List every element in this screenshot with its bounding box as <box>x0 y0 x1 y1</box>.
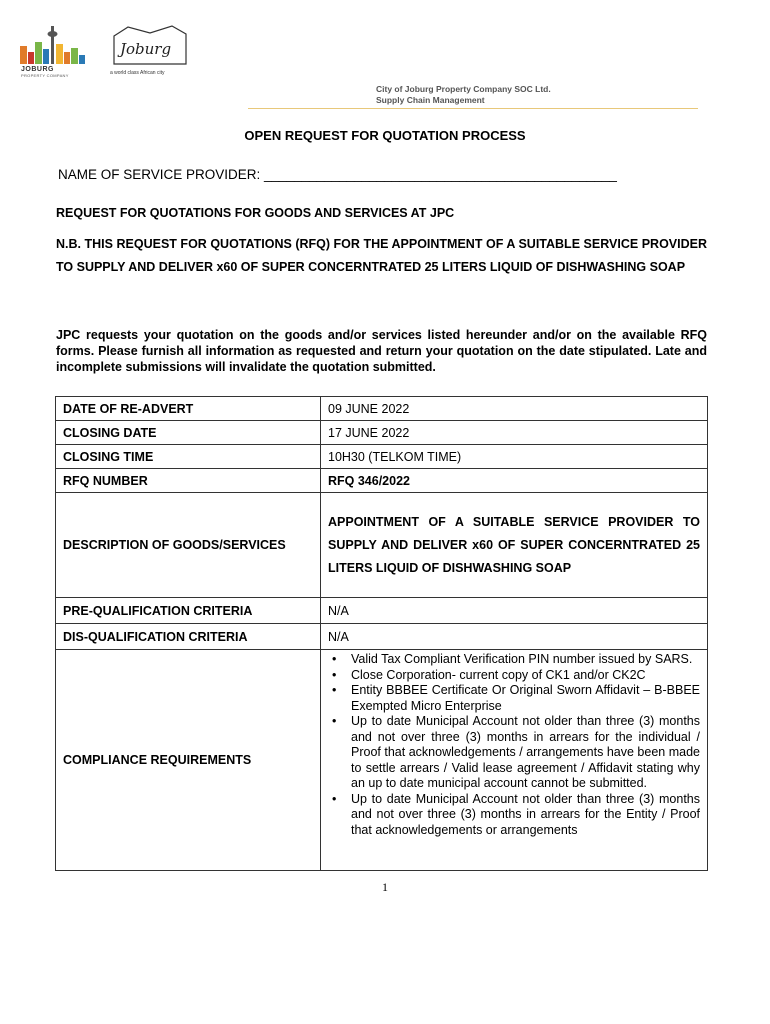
compliance-item: • Valid Tax Compliant Verification PIN number issued by SARS. <box>328 652 700 668</box>
page-number: 1 <box>382 880 388 894</box>
table-row <box>56 598 708 624</box>
joburg-logo <box>110 24 190 68</box>
jpc-skyline-icon <box>18 22 96 66</box>
rfq-details-table <box>55 396 708 871</box>
compliance-item: • Entity BBBEE Certificate Or Original Sworn Affidavit – B-BBEE Exempted Micro Enterprise <box>328 683 700 714</box>
rfq-number-value: RFQ 346/2022 <box>321 469 708 493</box>
compliance-cell <box>321 650 708 871</box>
compliance-item: • Up to date Municipal Account not older than three (3) months and not over three (3) months in arrears for the individual / Proof that acknowledgements / arrangements have been made to settle arrears / Valid lease agreement / Affidavit stating why an up to date municipal account cannot be submitted. <box>328 714 700 792</box>
closing-time-label: CLOSING TIME <box>56 445 321 469</box>
joburg-logo-word: Joburg <box>120 40 172 58</box>
compliance-label: COMPLIANCE REQUIREMENTS <box>56 650 321 871</box>
logo-area <box>18 22 198 84</box>
joburg-logo-mark <box>110 24 190 68</box>
dis-qualification-value: N/A <box>321 624 708 650</box>
table-row <box>56 469 708 493</box>
document-title: OPEN REQUEST FOR QUOTATION PROCESS <box>244 128 526 143</box>
table-row <box>56 624 708 650</box>
compliance-item: • Up to date Municipal Account not older than three (3) months and not over three (3) months in arrears for the Entity / Proof that acknowledgements or arrangements <box>328 792 700 839</box>
dis-qualification-label: DIS-QUALIFICATION CRITERIA <box>56 624 321 650</box>
table-row <box>56 493 708 598</box>
table-row <box>56 397 708 421</box>
date-readvert-label: DATE OF RE-ADVERT <box>56 397 321 421</box>
closing-date-value: 17 JUNE 2022 <box>321 421 708 445</box>
service-provider-name-field: NAME OF SERVICE PROVIDER: _______________________________________________ <box>58 167 617 182</box>
compliance-item: • Close Corporation- current copy of CK1 and/or CK2C <box>328 668 700 684</box>
date-readvert-value: 09 JUNE 2022 <box>321 397 708 421</box>
jpc-logo <box>18 22 96 82</box>
joburg-tagline: a world class African city <box>110 70 165 76</box>
header-divider <box>248 108 698 109</box>
closing-date-label: CLOSING DATE <box>56 421 321 445</box>
nb-notice: N.B. THIS REQUEST FOR QUOTATIONS (RFQ) FOR THE APPOINTMENT OF A SUITABLE SERVICE PROVIDER TO SUPPLY AND DELIVER x60 OF SUPER CONCERNTRATED 25 LITERS LIQUID OF DISHWASHING SOAP <box>56 237 707 274</box>
pre-qualification-label: PRE-QUALIFICATION CRITERIA <box>56 598 321 624</box>
table-row <box>56 445 708 469</box>
jpc-logo-word: JOBURG <box>21 66 54 73</box>
table-row <box>56 421 708 445</box>
compliance-list <box>328 652 700 838</box>
request-heading: REQUEST FOR QUOTATIONS FOR GOODS AND SERVICES AT JPC <box>56 206 455 220</box>
org-name: City of Joburg Property Company SOC Ltd. <box>376 84 551 94</box>
table-row <box>56 650 708 871</box>
description-value: APPOINTMENT OF A SUITABLE SERVICE PROVIDER TO SUPPLY AND DELIVER x60 OF SUPER CONCERNTRATED 25 LITERS LIQUID OF DISHWASHING SOAP <box>321 493 708 598</box>
pre-qualification-value: N/A <box>321 598 708 624</box>
description-label: DESCRIPTION OF GOODS/SERVICES <box>56 493 321 598</box>
closing-time-value: 10H30 (TELKOM TIME) <box>321 445 708 469</box>
rfq-number-label: RFQ NUMBER <box>56 469 321 493</box>
header-organization <box>376 84 551 106</box>
jpc-logo-subtitle: PROPERTY COMPANY <box>21 73 69 78</box>
org-department: Supply Chain Management <box>376 95 485 105</box>
intro-paragraph: JPC requests your quotation on the goods and/or services listed hereunder and/or on the available RFQ forms. Please furnish all information as requested and return your quotation on the date stipulated. Late and incomplete submissions will invalidate the quotation submitted. <box>56 328 707 374</box>
